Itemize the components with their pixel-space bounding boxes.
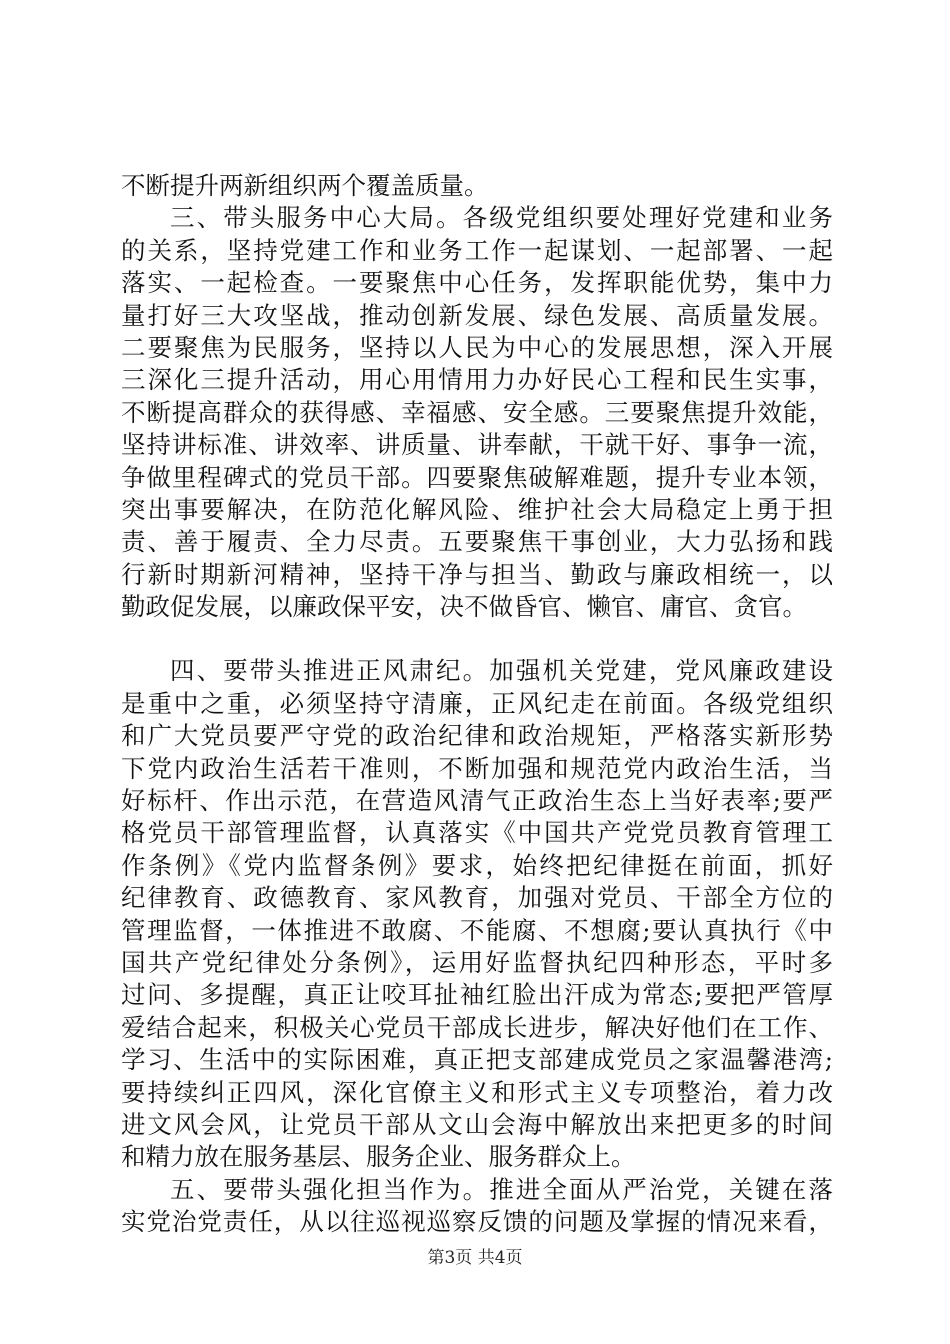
text-line: 三深化三提升活动，用心用情用力办好民心工程和民生实事， <box>121 365 833 395</box>
paragraph-continuation <box>121 170 833 202</box>
text-line: 纪律教育、政德教育、家风教育，加强对党员、干部全方位的 <box>121 883 833 913</box>
text-line: 不断提升两新组织两个覆盖质量。 <box>121 171 489 200</box>
text-line: 和精力放在服务基层、服务企业、服务群众上。 <box>121 1142 636 1172</box>
text-line: 勤政促发展，以廉政保平安，决不做昏官、懒官、庸官、贪官。 <box>121 592 807 622</box>
text-line: 坚持讲标准、讲效率、讲质量、讲奉献，干就干好、事争一流， <box>121 430 833 460</box>
document-body <box>121 170 833 1239</box>
page-footer: 第3页 共4页 <box>427 1248 523 1268</box>
text-line: 责、善于履责、全力尽责。五要聚焦干事创业，大力弘扬和践 <box>121 527 833 557</box>
text-line: 和广大党员要严守党的政治纪律和政治规矩，严格落实新形势 <box>121 721 833 751</box>
text-line: 突出事要解决，在防范化解风险、维护社会大局稳定上勇于担 <box>121 494 833 524</box>
text-line: 实党治党责任，从以往巡视巡察反馈的问题及掌握的情况来看， <box>121 1207 833 1237</box>
text-line: 的关系，坚持党建工作和业务工作一起谋划、一起部署、一起 <box>121 235 833 265</box>
text-line: 学习、生活中的实际困难，真正把支部建成党员之家温馨港湾; <box>121 1045 833 1075</box>
text-line: 不断提高群众的获得感、幸福感、安全感。三要聚焦提升效能， <box>121 397 833 427</box>
text-line: 要持续纠正四风，深化官僚主义和形式主义专项整治，着力改 <box>121 1077 833 1107</box>
paragraph-spacer <box>121 623 833 655</box>
text-line: 五、要带头强化担当作为。推进全面从严治党，关键在落 <box>170 1174 833 1204</box>
text-line: 量打好三大攻坚战，推动创新发展、绿色发展、高质量发展。 <box>121 300 833 330</box>
paragraph-section-three <box>121 202 833 623</box>
paragraph-section-five <box>121 1174 833 1239</box>
text-line: 争做里程碑式的党员干部。四要聚焦破解难题，提升专业本领， <box>121 462 833 492</box>
text-line: 爱结合起来，积极关心党员干部成长进步，解决好他们在工作、 <box>121 1012 833 1042</box>
paragraph-section-four <box>121 655 833 1173</box>
text-line: 国共产党纪律处分条例》，运用好监督执纪四种形态，平时多 <box>121 947 833 977</box>
text-line: 作条例》《党内监督条例》要求，始终把纪律挺在前面，抓好 <box>121 850 833 880</box>
text-line: 好标杆、作出示范，在营造风清气正政治生态上当好表率;要严 <box>121 786 833 816</box>
text-line: 二要聚焦为民服务，坚持以人民为中心的发展思想，深入开展 <box>121 332 833 362</box>
text-line: 过问、多提醒，真正让咬耳扯袖红脸出汗成为常态;要把严管厚 <box>121 980 833 1010</box>
text-line: 是重中之重，必须坚持守清廉，正风纪走在前面。各级党组织 <box>121 688 833 718</box>
text-line: 三、带头服务中心大局。各级党组织要处理好党建和业务 <box>170 203 833 233</box>
text-line: 进文风会风，让党员干部从文山会海中解放出来把更多的时间 <box>121 1109 833 1139</box>
text-line: 格党员干部管理监督，认真落实《中国共产党党员教育管理工 <box>121 818 833 848</box>
text-line: 落实、一起检查。一要聚焦中心任务，发挥职能优势，集中力 <box>121 268 833 298</box>
text-line: 四、要带头推进正风肃纪。加强机关党建，党风廉政建设 <box>170 656 833 686</box>
text-line: 下党内政治生活若干准则，不断加强和规范党内政治生活，当 <box>121 753 833 783</box>
text-line: 管理监督，一体推进不敢腐、不能腐、不想腐;要认真执行《中 <box>121 915 833 945</box>
text-line: 行新时期新河精神，坚持干净与担当、勤政与廉政相统一，以 <box>121 559 833 589</box>
